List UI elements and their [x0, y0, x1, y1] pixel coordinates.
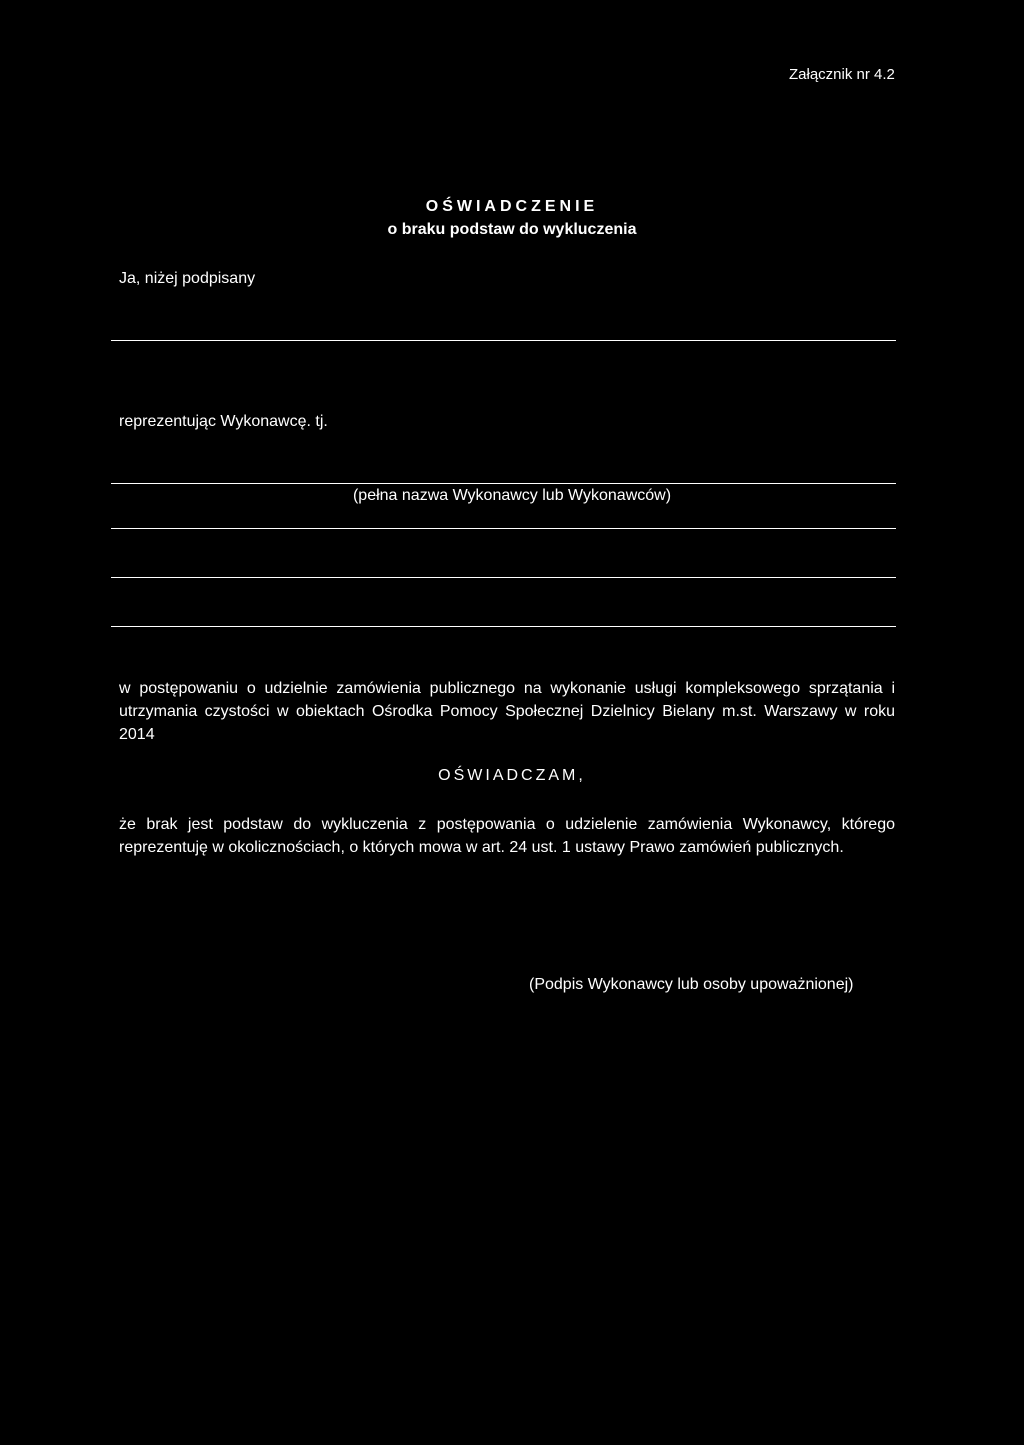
document-title: OŚWIADCZENIE: [425, 198, 599, 215]
contractor-name-line-2[interactable]: [111, 528, 896, 529]
declaration-paragraph: że brak jest podstaw do wykluczenia z postępowania o udzielenie zamówienia Wykonawcy, którego reprezentuję w okolicznościach, o których mowa w art. 24 ust. 1 ustawy Prawo zamówień publicznych.: [119, 816, 895, 856]
contractor-name-line-3[interactable]: [111, 577, 896, 578]
procedure-paragraph: w postępowaniu o udzielnie zamówienia publicznego na wykonanie usługi kompleksowego sprzątania i utrzymania czystości w obiektach Ośrodka Pomocy Społecznej Dzielnicy Bielany m.st. Warszawy w roku 2014: [119, 680, 895, 743]
contractor-caption: (pełna nazwa Wykonawcy lub Wykonawców): [352, 487, 672, 504]
document-subtitle: o braku podstaw do wykluczenia: [387, 221, 637, 238]
name-fill-line[interactable]: [111, 340, 896, 341]
intro-text: Ja, niżej podpisany: [119, 270, 256, 287]
contractor-name-line-4[interactable]: [111, 626, 896, 627]
representing-text: reprezentując Wykonawcę. tj.: [119, 413, 328, 430]
signature-caption: (Podpis Wykonawcy lub osoby upoważnionej): [529, 976, 854, 993]
declare-heading: OŚWIADCZAM,: [438, 767, 586, 784]
contractor-name-line-1[interactable]: [111, 483, 896, 484]
attachment-label: Załącznik nr 4.2: [789, 66, 895, 83]
